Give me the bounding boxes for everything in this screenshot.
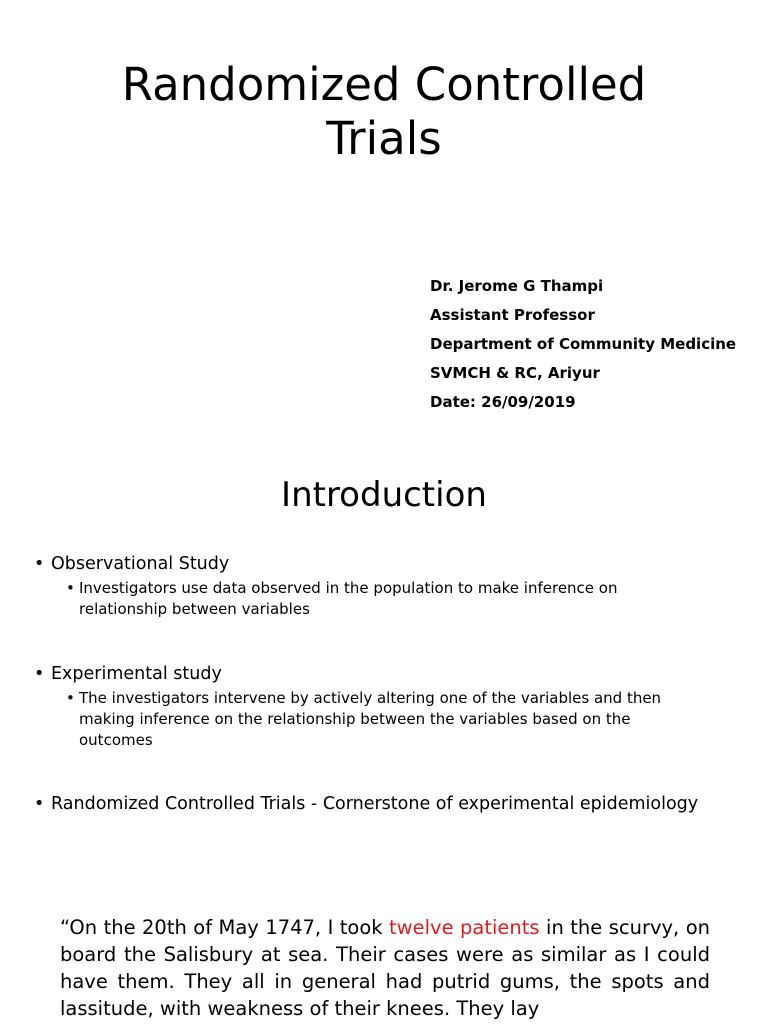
author-institution: SVMCH & RC, Ariyur: [430, 364, 600, 382]
bullet-icon: •: [66, 689, 75, 707]
slide-title: Introduction: [281, 475, 487, 515]
quote-text-start: “On the 20th of May 1747, I took: [60, 916, 390, 939]
sub-bullet-text: The investigators intervene by actively altering one of the variables and then making inference on the relationship between the variables based on the outcomes: [79, 689, 662, 749]
title-slide: [0, 0, 768, 442]
author-name: Dr. Jerome G Thampi: [430, 277, 604, 295]
title-line-1: Randomized Controlled: [121, 58, 647, 111]
bullet-label: Observational Study: [51, 554, 230, 574]
bullet-label: Experimental study: [51, 664, 222, 684]
author-info: [430, 272, 765, 417]
historical-quote: [60, 914, 710, 1022]
introduction-slide: [0, 442, 768, 870]
bullet-icon: •: [34, 554, 45, 574]
title-line-2: Trials: [326, 112, 442, 165]
presentation-date: Date: 26/09/2019: [430, 393, 576, 411]
bullet-icon: •: [34, 794, 45, 814]
author-position: Assistant Professor: [430, 306, 595, 324]
quote-text-end: in the scurvy, on board the Salisbury at sea. Their cases were as similar as I could have them. They all in general had putrid gums, the spots and lassitude, with weakness of their knees. They lay: [60, 916, 711, 1020]
sub-bullet-experimental: [66, 688, 706, 751]
sub-bullet-observational: [66, 578, 706, 620]
quote-slide: [0, 870, 768, 1024]
quote-highlight: twelve patients: [389, 916, 540, 939]
slide-title: [0, 58, 768, 166]
sub-bullet-text: Investigators use data observed in the population to make inference on relationship between variables: [79, 579, 618, 618]
bullet-label: Randomized Controlled Trials - Cornerstone of experimental epidemiology: [51, 794, 699, 814]
author-department: Department of Community Medicine: [430, 335, 737, 353]
bullet-icon: •: [34, 664, 45, 684]
bullet-icon: •: [66, 579, 75, 597]
